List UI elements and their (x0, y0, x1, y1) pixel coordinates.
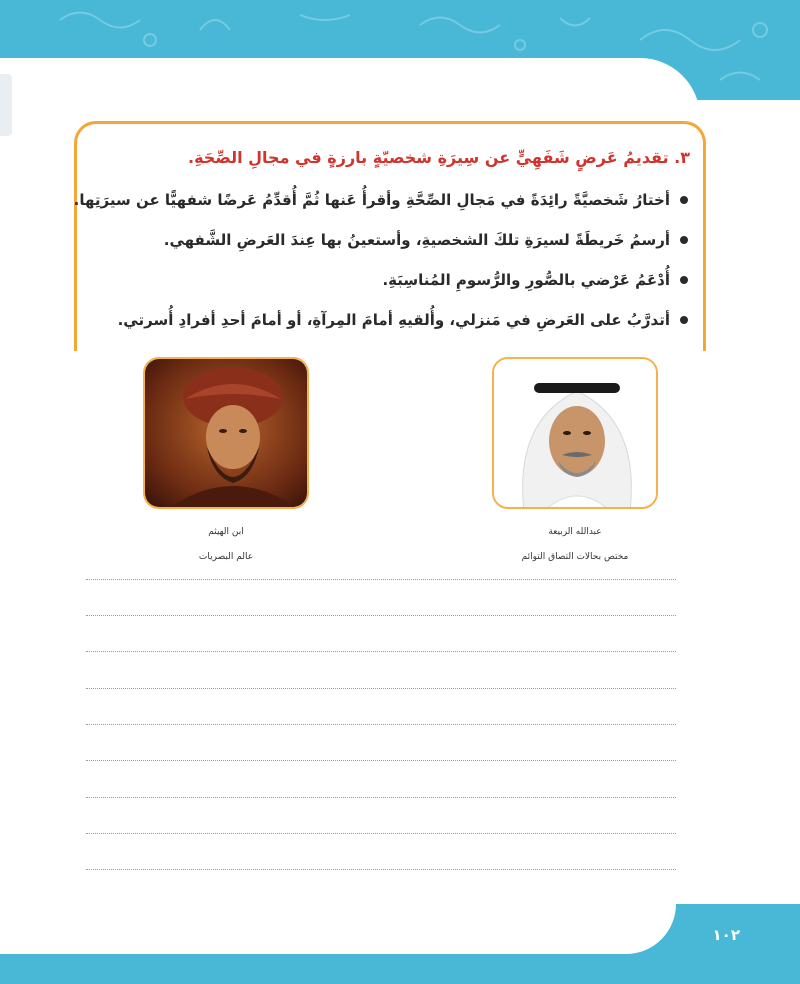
bullet-dot-icon (680, 196, 688, 204)
caption-right-name: عبدالله الربيعة (548, 527, 602, 537)
bullet-dot-icon (680, 316, 688, 324)
bullet-text: أتدرَّبُ على العَرضِ في مَنزلي، وأُلقيهِ أمامَ المِرآةِ، أو أمامَ أحدِ أفرادِ أُسرتي. (117, 311, 670, 329)
caption-left-name: ابن الهيثم (208, 527, 244, 537)
task-bullet (88, 220, 688, 260)
writing-line[interactable] (86, 688, 676, 689)
bullet-dot-icon (680, 236, 688, 244)
writing-line[interactable] (86, 579, 676, 580)
bullet-text: أُدْعَمُ عَرْضي بالصُّورِ والرُّسومِ المُناسِبَةِ. (382, 271, 670, 289)
writing-line[interactable] (86, 797, 676, 798)
left-tab-marker (0, 74, 12, 136)
portrait-abdullah-al-rabeeah-photo (492, 357, 658, 509)
writing-line[interactable] (86, 615, 676, 616)
portrait-ibn-al-haytham-icon (145, 359, 309, 509)
writing-line[interactable] (86, 760, 676, 761)
writing-line[interactable] (86, 833, 676, 834)
task-bullet (88, 260, 688, 300)
bullet-text: أرسمُ خَريطَةً لسيرَةِ تلكَ الشخصيةِ، وأستعينُ بها عِندَ العَرضِ الشَّفهي. (163, 231, 670, 249)
task-bullet (88, 300, 688, 340)
bullet-dot-icon (680, 276, 688, 284)
task-bullet-list (73, 180, 688, 340)
bottom-decorative-band (0, 904, 800, 984)
caption-right-description: مختص بحالات التصاق التوائم (521, 552, 629, 562)
page-number: ١٠٢ (712, 926, 740, 944)
writing-line[interactable] (86, 724, 676, 725)
writing-line[interactable] (86, 651, 676, 652)
portrait-ibn-al-haytham-photo (143, 357, 309, 509)
task-bullet (73, 180, 688, 220)
task-title: ٣. تقديمُ عَرضٍ شَفَهِيٍّ عن سِيرَةِ شخصيّةٍ بارزةٍ في مجالِ الصِّحَةِ. (188, 148, 690, 167)
writing-line[interactable] (86, 869, 676, 870)
bullet-text: أختارُ شَخصيَّةً رائِدَةً في مَجالِ الصِّحَّةِ وأقرأُ عَنها ثُمَّ أُقدِّمُ عَرضًا شفهيًّا عن سيرَتِها. (73, 191, 670, 209)
portrait-abdullah-al-rabeeah-icon (494, 359, 658, 509)
bottom-band-white-cut (0, 904, 676, 954)
top-band-white-cut (0, 58, 700, 100)
caption-left-description: عالم البصريات (198, 552, 254, 562)
top-decorative-band (0, 0, 800, 100)
